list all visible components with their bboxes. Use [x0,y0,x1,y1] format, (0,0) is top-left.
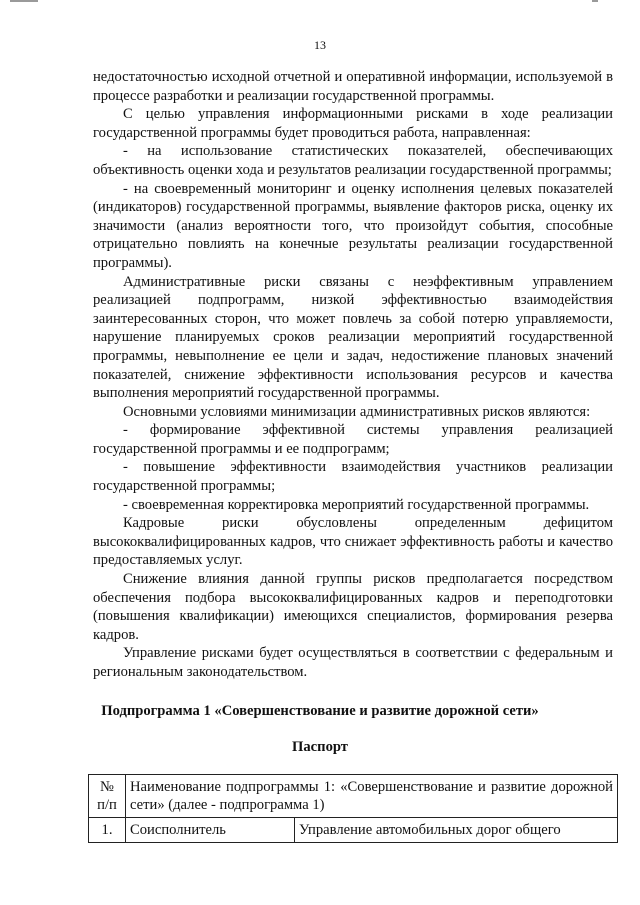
scan-mark [592,0,598,2]
table-cell-num-header: № п/п [89,775,126,818]
page-number: 13 [314,38,326,52]
paragraph: Снижение влияния данной группы рисков предполагается посредством обеспечения подбора высококвалифицированных кадров и переподготовки (повышения квалификации) имеющихся специалистов, формирования резерва кадров. [93,571,613,643]
passport-title: Паспорт [292,739,348,755]
body-text [93,68,613,682]
passport-table [88,774,618,843]
paragraph: Основными условиями минимизации административных рисков являются: [123,403,591,420]
table-row [89,775,618,818]
table-row [89,818,618,843]
table-cell-label: Соисполнитель [126,818,295,843]
scan-mark [10,0,38,2]
paragraph: С целью управления информационными рисками в ходе реализации государственной программы будет проводиться работа, направленная: [93,106,613,141]
paragraph: - формирование эффективной системы управления реализацией государственной программы и ее подпрограмм; [93,422,613,457]
paragraph: - повышение эффективности взаимодействия участников реализации государственной программы; [93,459,613,495]
table-cell-value: Управление автомобильных дорог общего [295,818,618,843]
table-cell-num: 1. [89,818,126,843]
paragraph: - на своевременный мониторинг и оценку исполнения целевых показателей (индикаторов) государственной программы, выявление факторов риска, оценку их значимости (анализ вероятности того, что произойдут события, способные отрицательно повлиять на конечные результаты реализации государственной программы). [93,180,613,271]
subprogram-title: Подпрограмма 1 «Совершенствование и развитие дорожной сети» [101,703,539,719]
paragraph: Административные риски связаны с неэффективным управлением реализацией подпрограмм, низкой эффективностью взаимодействия заинтересованных сторон, что может повлечь за собой потерю управляемости, нарушение планируемых сроков реализации мероприятий государственной программы, невыполнение ее цели и задач, недостижение плановых значений показателей, снижение эффективности использования ресурсов и качества выполнения мероприятий государственной программы. [93,273,613,402]
table-cell-subprogram-name: Наименование подпрограммы 1: «Совершенствование и развитие дорожной сети» (далее - подпрограмма 1) [126,775,618,818]
paragraph: Управление рисками будет осуществляться в соответствии с федеральным и региональным законодательством. [93,645,613,680]
paragraph: - своевременная корректировка мероприятий государственной программы. [123,496,590,513]
paragraph: Кадровые риски обусловлены определенным дефицитом высококвалифицированных кадров, что снижает эффективность работы и качество предоставляемых услуг. [93,515,613,569]
paragraph: недостаточностью исходной отчетной и оперативной информации, используемой в процессе разработки и реализации государственной программы. [93,69,613,104]
paragraph: - на использование статистических показателей, обеспечивающих объективность оценки хода и результатов реализации государственной программы; [93,143,613,178]
